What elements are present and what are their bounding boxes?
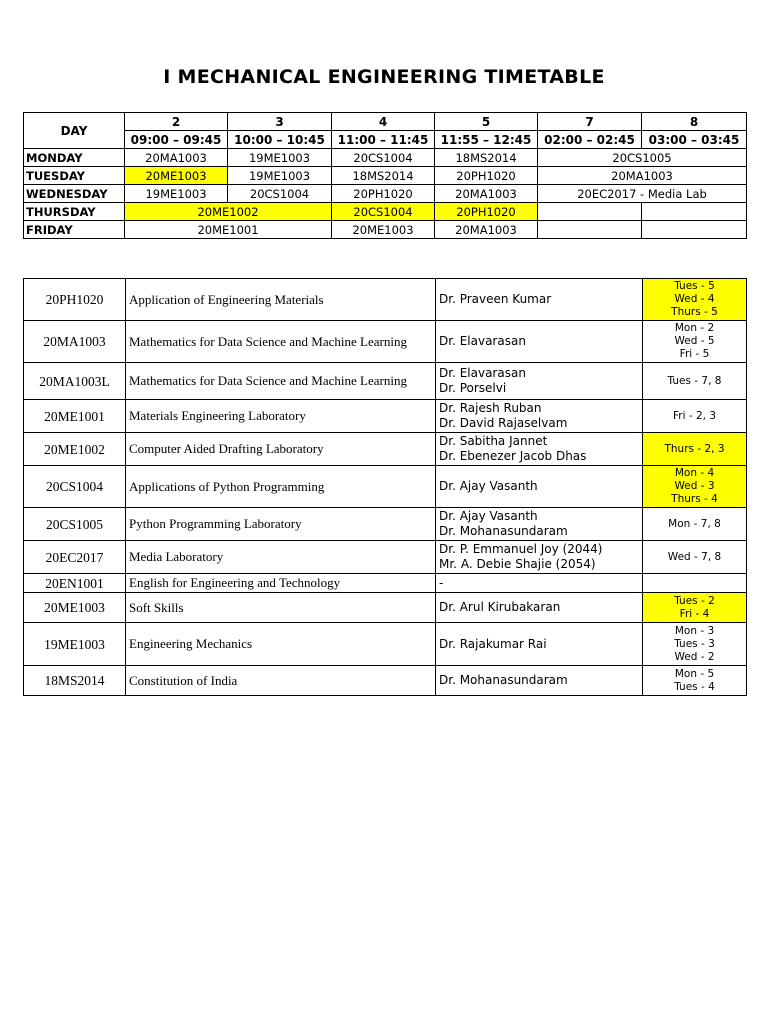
course-faculty: Dr. Elavarasan Dr. Porselvi	[436, 363, 643, 400]
slot-cell-highlighted: 20CS1004	[332, 203, 435, 221]
period-time: 03:00 – 03:45	[642, 131, 747, 149]
course-slots	[643, 574, 747, 593]
course-faculty: Dr. Ajay Vasanth Dr. Mohanasundaram	[436, 508, 643, 541]
period-time: 11:00 – 11:45	[332, 131, 435, 149]
course-code: 20MA1003L	[24, 363, 126, 400]
slot-cell: 19ME1003	[228, 149, 332, 167]
period-time: 09:00 – 09:45	[125, 131, 228, 149]
timetable-grid	[23, 112, 747, 239]
course-list	[23, 278, 747, 696]
course-code: 20MA1003	[24, 321, 126, 363]
period-number: 7	[538, 113, 642, 131]
course-slots: Tues - 2 Fri - 4	[643, 593, 747, 623]
course-slots: Mon - 3 Tues - 3 Wed - 2	[643, 623, 747, 666]
course-row	[24, 433, 747, 466]
slot-cell	[538, 221, 642, 239]
course-faculty: Dr. Ajay Vasanth	[436, 466, 643, 508]
slot-cell: 20CS1004	[228, 185, 332, 203]
day-label: FRIDAY	[24, 221, 125, 239]
slot-cell: 19ME1003	[125, 185, 228, 203]
course-faculty: Dr. Elavarasan	[436, 321, 643, 363]
course-code: 20PH1020	[24, 279, 126, 321]
row-tuesday	[24, 167, 747, 185]
page-title: I MECHANICAL ENGINEERING TIMETABLE	[163, 66, 605, 88]
course-row	[24, 466, 747, 508]
slot-cell: 18MS2014	[435, 149, 538, 167]
course-code: 20EC2017	[24, 541, 126, 574]
course-slots: Tues - 5 Wed - 4 Thurs - 5	[643, 279, 747, 321]
slot-cell: 18MS2014	[332, 167, 435, 185]
slot-cell: 19ME1003	[228, 167, 332, 185]
course-name: Mathematics for Data Science and Machine Learning	[126, 363, 436, 400]
course-faculty: -	[436, 574, 643, 593]
course-faculty: Dr. Arul Kirubakaran	[436, 593, 643, 623]
course-slots: Fri - 2, 3	[643, 400, 747, 433]
course-slots: Wed - 7, 8	[643, 541, 747, 574]
course-row	[24, 321, 747, 363]
day-label: WEDNESDAY	[24, 185, 125, 203]
course-slots: Tues - 7, 8	[643, 363, 747, 400]
course-faculty: Dr. Mohanasundaram	[436, 666, 643, 696]
course-row	[24, 363, 747, 400]
period-number: 2	[125, 113, 228, 131]
day-label: MONDAY	[24, 149, 125, 167]
course-code: 20CS1004	[24, 466, 126, 508]
course-code: 20ME1003	[24, 593, 126, 623]
course-name: English for Engineering and Technology	[126, 574, 436, 593]
period-time: 11:55 – 12:45	[435, 131, 538, 149]
course-name: Constitution of India	[126, 666, 436, 696]
course-row	[24, 574, 747, 593]
period-number: 5	[435, 113, 538, 131]
course-name: Engineering Mechanics	[126, 623, 436, 666]
course-row	[24, 666, 747, 696]
row-wednesday	[24, 185, 747, 203]
slot-cell-highlighted: 20PH1020	[435, 203, 538, 221]
course-row	[24, 541, 747, 574]
slot-cell	[642, 221, 747, 239]
slot-cell: 20MA1003	[435, 221, 538, 239]
slot-cell-highlighted: 20ME1002	[125, 203, 332, 221]
course-faculty: Dr. Rajesh Ruban Dr. David Rajaselvam	[436, 400, 643, 433]
slot-cell: 20CS1004	[332, 149, 435, 167]
day-label: THURSDAY	[24, 203, 125, 221]
course-faculty: Dr. Rajakumar Rai	[436, 623, 643, 666]
course-slots: Mon - 5 Tues - 4	[643, 666, 747, 696]
period-number: 3	[228, 113, 332, 131]
course-name: Materials Engineering Laboratory	[126, 400, 436, 433]
slot-cell: 20ME1001	[125, 221, 332, 239]
row-monday	[24, 149, 747, 167]
course-name: Applications of Python Programming	[126, 466, 436, 508]
day-label: TUESDAY	[24, 167, 125, 185]
course-slots: Mon - 4 Wed - 3 Thurs - 4	[643, 466, 747, 508]
course-code: 20CS1005	[24, 508, 126, 541]
course-code: 19ME1003	[24, 623, 126, 666]
slot-cell: 20MA1003	[435, 185, 538, 203]
day-header: DAY	[24, 113, 125, 149]
slot-cell: 20PH1020	[435, 167, 538, 185]
course-code: 20ME1001	[24, 400, 126, 433]
course-row	[24, 279, 747, 321]
course-code: 20ME1002	[24, 433, 126, 466]
course-row	[24, 593, 747, 623]
course-row	[24, 623, 747, 666]
slot-cell: 20EC2017 - Media Lab	[538, 185, 747, 203]
course-slots: Mon - 2 Wed - 5 Fri - 5	[643, 321, 747, 363]
slot-cell: 20MA1003	[125, 149, 228, 167]
course-name: Python Programming Laboratory	[126, 508, 436, 541]
slot-cell-highlighted: 20ME1003	[125, 167, 228, 185]
course-code: 18MS2014	[24, 666, 126, 696]
course-code: 20EN1001	[24, 574, 126, 593]
period-number: 4	[332, 113, 435, 131]
course-name: Computer Aided Drafting Laboratory	[126, 433, 436, 466]
course-faculty: Dr. Sabitha Jannet Dr. Ebenezer Jacob Dhas	[436, 433, 643, 466]
period-number: 8	[642, 113, 747, 131]
slot-cell: 20ME1003	[332, 221, 435, 239]
course-row	[24, 508, 747, 541]
row-friday	[24, 221, 747, 239]
course-row	[24, 400, 747, 433]
slot-cell: 20PH1020	[332, 185, 435, 203]
course-name: Media Laboratory	[126, 541, 436, 574]
slot-cell	[642, 203, 747, 221]
course-name: Mathematics for Data Science and Machine Learning	[126, 321, 436, 363]
course-name: Application of Engineering Materials	[126, 279, 436, 321]
slot-cell: 20MA1003	[538, 167, 747, 185]
course-faculty: Dr. P. Emmanuel Joy (2044) Mr. A. Debie Shajie (2054)	[436, 541, 643, 574]
row-thursday	[24, 203, 747, 221]
course-name: Soft Skills	[126, 593, 436, 623]
course-slots: Mon - 7, 8	[643, 508, 747, 541]
slot-cell	[538, 203, 642, 221]
period-time: 10:00 – 10:45	[228, 131, 332, 149]
course-slots: Thurs - 2, 3	[643, 433, 747, 466]
period-time: 02:00 – 02:45	[538, 131, 642, 149]
course-faculty: Dr. Praveen Kumar	[436, 279, 643, 321]
slot-cell: 20CS1005	[538, 149, 747, 167]
